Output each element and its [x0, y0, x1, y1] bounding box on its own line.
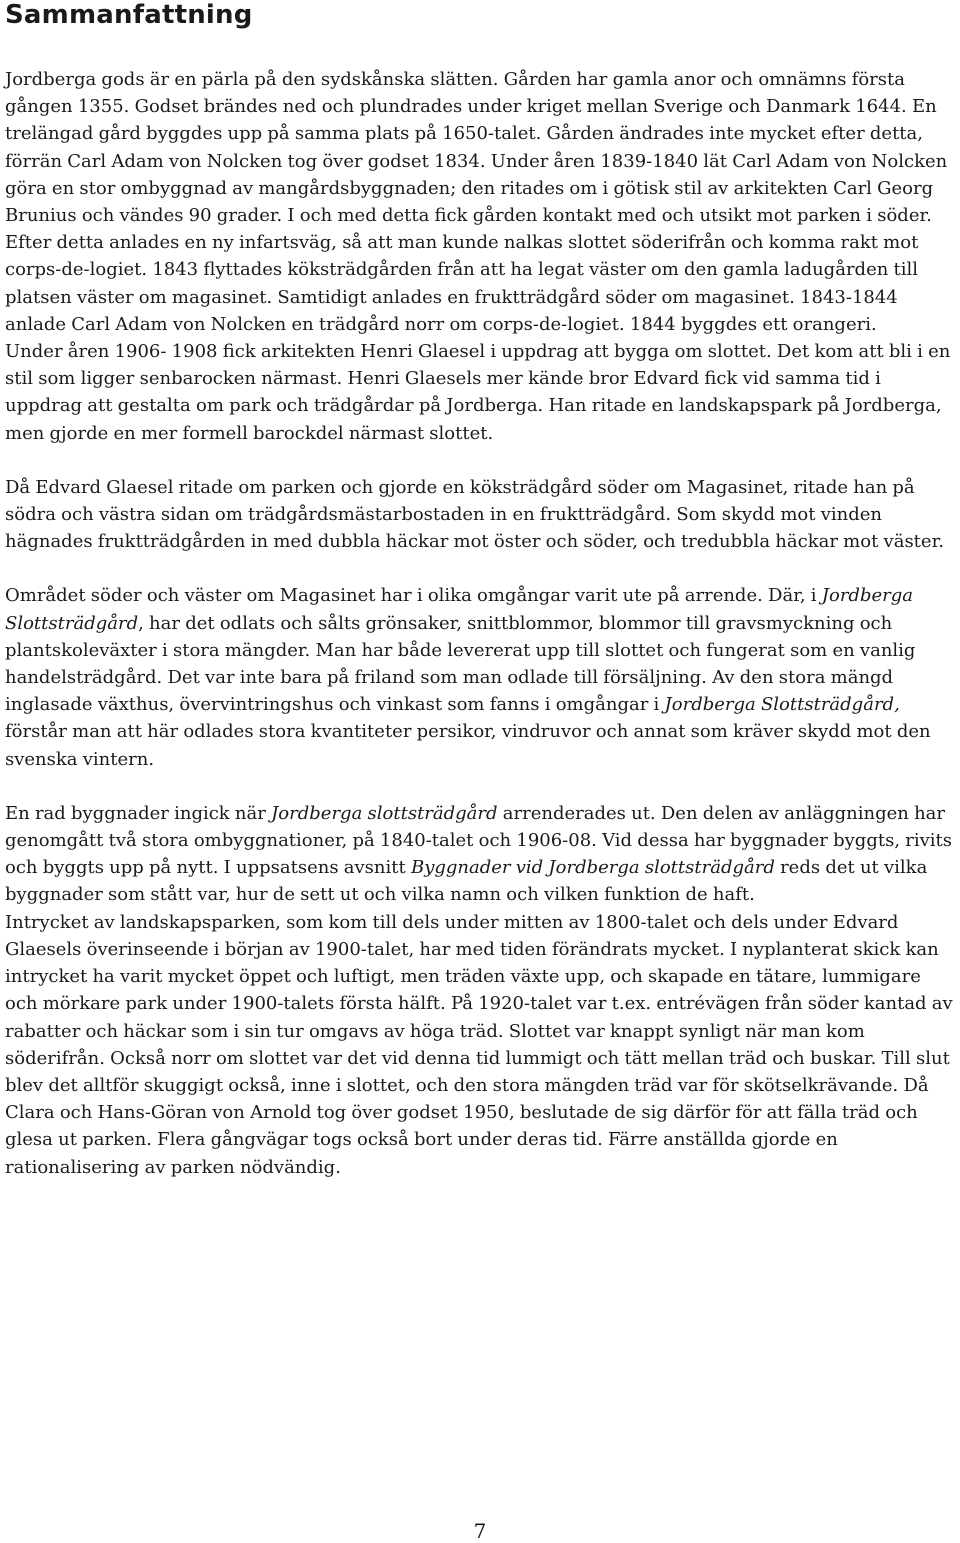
- paragraph-buildings: [5, 800, 955, 909]
- text-run: En rad byggnader ingick när: [5, 802, 272, 824]
- text-run: arrenderades ut. Den delen av anläggningen har genomgått två stora ombyggnationer, på 1840-talet och 1906-08. Vid dessa har byggnader byggts, rivits och byggts upp på nytt. I uppsatsens avsnitt: [5, 802, 953, 879]
- text-run: reds det ut vilka byggnader som stått var, hur de sett ut och vilka namn och vilken funktion de haft.: [5, 857, 928, 906]
- page-number: 7: [473, 1519, 487, 1543]
- paragraph-glaesel: Under åren 1906- 1908 fick arkitekten Henri Glaesel i uppdrag att bygga om slottet. Det kom att bli i en stil som ligger senbarocken närmast. Henri Glaesels mer kände bror Edvard fick vid samma tid i uppdrag att gestalta om park och trädgårdar på Jordberga. Han ritade en landskapspark på Jordberga, men gjorde en mer formell barockdel närmast slottet.: [5, 341, 951, 444]
- document-page: [5, 0, 955, 1181]
- italic-run: Jordberga slottsträdgård: [271, 802, 498, 824]
- summary-body: [5, 66, 955, 1181]
- italic-run: Jordberga Slottsträdgård: [5, 585, 913, 634]
- paragraph-gap: [5, 555, 955, 582]
- text-run: , har det odlats och sålts grönsaker, snittblommor, blommor till gravsmyckning och plantskoleväxter i stora mängder. Man har både levererat upp till slottet och fungerat som en vanlig handelsträdgård. Det var inte bara på friland som man odlade till försäljning. Av den stora mängd inglasade växthus, övervintringshus och vinkast som fanns i omgångar i: [5, 612, 916, 716]
- italic-run: Byggnader vid Jordberga slottsträdgård: [410, 857, 775, 879]
- paragraph-landscape-park: Intrycket av landskapsparken, som kom till dels under mitten av 1800-talet och dels under Edvard Glaesels överinseende i början av 1900-talet, har med tiden förändrats mycket. I nyplanterat skick kan intrycket ha varit mycket öppet och luftigt, men träden växte upp, och skapade en tätare, lummigare och mörkare park under 1900-talets första hälft. På 1920-talet var t.ex. entrévägen från söder kantad av rabatter och häckar som i sin tur omgavs av höga träd. Slottet var knappt synligt när man kom söderifrån. Också norr om slottet var det vid denna tid lummigt och tätt mellan träd och buskar. Till slut blev det alltför skuggigt också, inne i slottet, och den stora mängden träd var för skötselkrävande. Då Clara och Hans-Göran von Arnold tog över godset 1950, beslutade de sig därför för att fälla träd och glesa ut parken. Flera gångvägar togs också bort under deras tid. Färre anställda gjorde en rationalisering av parken nödvändig.: [5, 911, 953, 1178]
- paragraph-gap: [5, 773, 955, 800]
- paragraph-fruit-garden: Då Edvard Glaesel ritade om parken och gjorde en köksträdgård söder om Magasinet, ritade han på södra och västra sidan om trädgårdsmästarbostaden in en fruktträdgård. Som skydd mot vinden hägnades fruktträdgården in med dubbla häckar mot öster och söder, och tredubbla häckar mot väster.: [5, 476, 944, 553]
- section-heading: Sammanfattning: [5, 0, 253, 30]
- text-run: förstår man att här odlades stora kvantiteter persikor, vindruvor och annat som kräver skydd mot den svenska vintern.: [5, 721, 931, 770]
- paragraph-lease: [5, 582, 955, 772]
- italic-run: Jordberga Slottsträdgård,: [664, 694, 900, 716]
- text-run: Området söder och väster om Magasinet har i olika omgångar varit ute på arrende. Där, i: [5, 585, 822, 607]
- paragraph-gap: [5, 447, 955, 474]
- paragraph-history: Jordberga gods är en pärla på den sydskånska slätten. Gården har gamla anor och omnämns första gången 1355. Godset brändes ned och plundrades under kriget mellan Sverige och Danmark 1644. En trelängad gård byggdes upp på samma plats på 1650-talet. Gården ändrades inte mycket efter detta, förrän Carl Adam von Nolcken tog över godset 1834. Under åren 1839-1840 lät Carl Adam von Nolcken göra en stor ombyggnad av mangårdsbyggnaden; den ritades om i götisk stil av arkitekten Carl Georg Brunius och vändes 90 grader. I och med detta fick gården kontakt med och utsikt mot parken i söder. Efter detta anlades en ny infartsväg, så att man kunde nalkas slottet söderifrån och komma rakt mot corps-de-logiet. 1843 flyttades köksträdgården från att ha legat väster om den gamla ladugården till platsen väster om magasinet. Samtidigt anlades en fruktträdgård söder om magasinet. 1843-1844 anlade Carl Adam von Nolcken en trädgård norr om corps-de-logiet. 1844 byggdes ett orangeri.: [5, 69, 948, 335]
